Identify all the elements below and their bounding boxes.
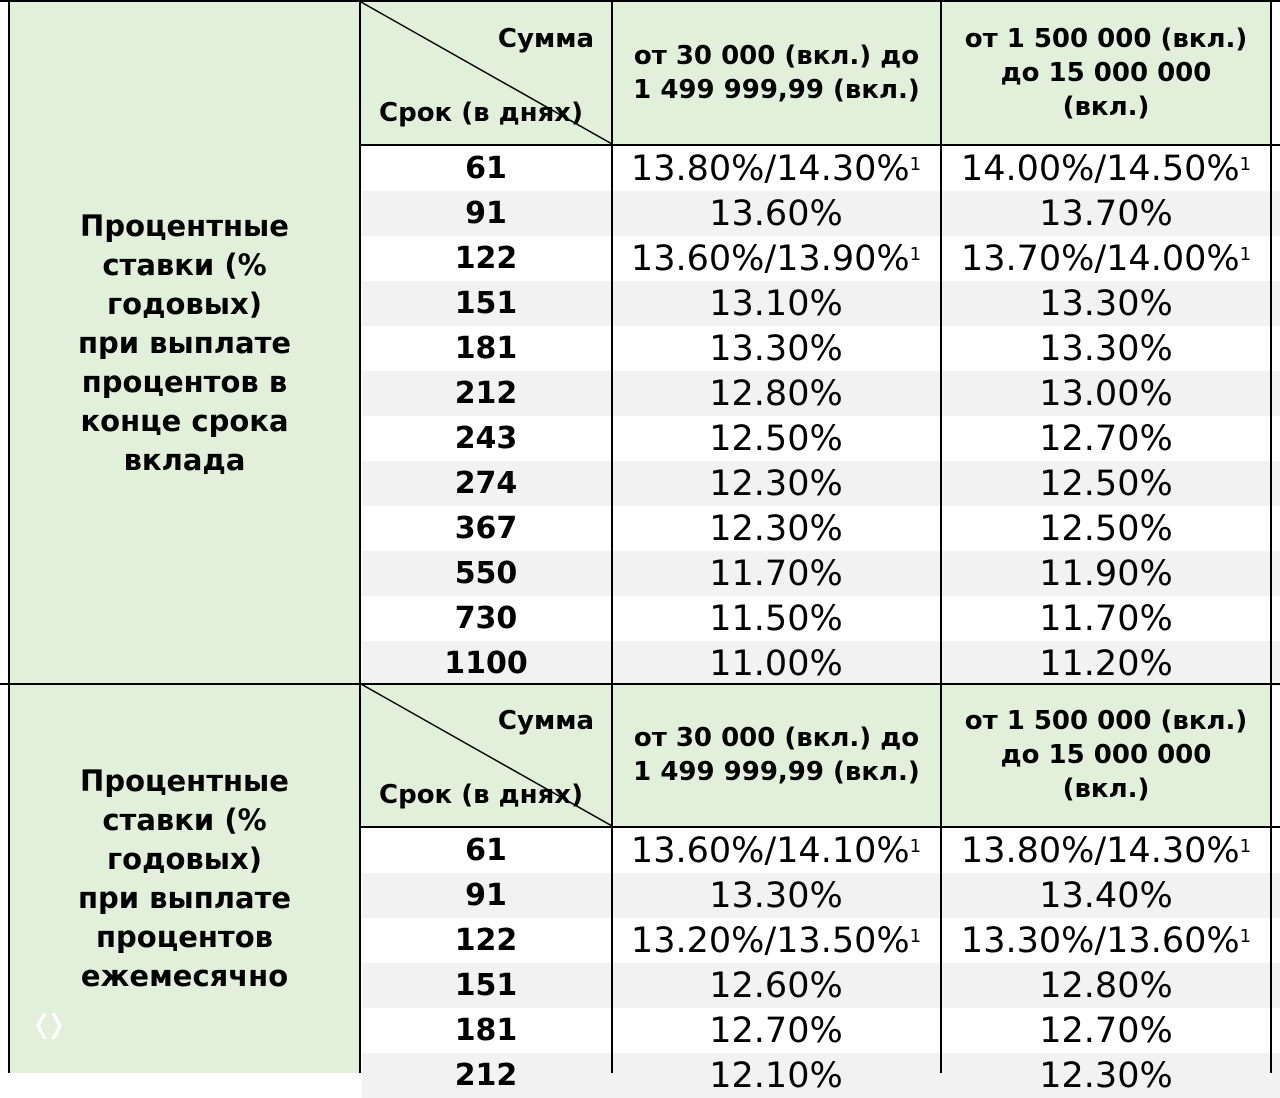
rate-cell: [942, 873, 1270, 918]
rate-cell: [942, 416, 1270, 461]
rate-value: 13.30%/13.60%: [960, 920, 1240, 961]
rate-value: 12.80%: [709, 373, 843, 414]
rate-value: 11.50%: [709, 598, 843, 639]
footnote-mark: 1: [1239, 836, 1252, 857]
border-line: [360, 144, 1280, 146]
table-row: [362, 641, 1280, 686]
amount-header-1-text: [633, 39, 920, 107]
rate-cell: [612, 1053, 940, 1098]
section-label-line: при выплате: [77, 880, 292, 915]
section-label-line: конце срока: [80, 403, 289, 438]
term-days: 91: [465, 196, 507, 231]
rate-value: 13.20%/13.50%: [630, 920, 910, 961]
term-days: 122: [454, 923, 518, 958]
rate-cell: [942, 236, 1270, 281]
rate-value: 13.30%: [1039, 328, 1173, 369]
rate-value: 13.10%: [709, 283, 843, 324]
footnote-mark: 1: [1239, 154, 1252, 175]
border-line: [940, 0, 942, 1073]
rate-value: 11.90%: [1039, 553, 1173, 594]
amount-header-line: до 15 000 000: [1000, 740, 1212, 770]
rate-cell: [612, 596, 940, 641]
rate-value: 11.20%: [1039, 643, 1173, 684]
rate-value: 12.60%: [709, 965, 843, 1006]
amount-header-line: до 15 000 000: [1000, 58, 1212, 88]
section-label: [9, 2, 360, 684]
rate-value: 13.60%: [709, 193, 843, 234]
rate-value: 14.00%/14.50%: [960, 148, 1240, 189]
term-days: 91: [465, 878, 507, 913]
rate-value: 13.00%: [1039, 373, 1173, 414]
table-row: [362, 873, 1280, 918]
amount-header-1: [613, 2, 940, 144]
amount-header-line: (вкл.): [1062, 92, 1150, 122]
rate-cell: [612, 191, 940, 236]
rate-cell: [612, 873, 940, 918]
footnote-mark: 1: [1239, 244, 1252, 265]
amount-header-1-text: [633, 721, 920, 789]
rate-cell: [942, 1008, 1270, 1053]
rate-value: 13.60%/13.90%: [630, 238, 910, 279]
corner-term-label: Срок (в днях): [379, 780, 583, 810]
table-row: [362, 918, 1280, 963]
rate-cell: [612, 146, 940, 191]
rate-cell: [942, 371, 1270, 416]
section-label-text: [60, 762, 310, 996]
amount-header-line: от 1 500 000 (вкл.): [964, 24, 1248, 54]
amount-header-line: (вкл.): [1062, 774, 1150, 804]
border-line: [360, 826, 1280, 828]
section-label-line: процентов: [95, 919, 273, 954]
rate-value: 12.30%: [709, 508, 843, 549]
term-days: 212: [454, 1058, 518, 1093]
rate-cell: [612, 281, 940, 326]
section-label-line: Процентные: [80, 763, 289, 798]
rate-value: 13.30%: [709, 328, 843, 369]
section-label-line: годовых): [107, 286, 262, 321]
rate-cell: [942, 191, 1270, 236]
term-days: 730: [454, 601, 518, 636]
term-days: 122: [454, 241, 518, 276]
rate-value: 13.80%/14.30%: [960, 830, 1240, 871]
rate-value: 12.70%: [1039, 418, 1173, 459]
rate-value: 12.70%: [709, 1010, 843, 1051]
rate-cell: [612, 326, 940, 371]
rate-cell: [612, 828, 940, 873]
amount-header-line: от 30 000 (вкл.) до: [633, 41, 920, 71]
rate-cell: [612, 461, 940, 506]
table-row: [362, 1053, 1280, 1098]
table-row: [362, 551, 1280, 596]
rate-cell: [612, 641, 940, 686]
rate-value: 13.70%/14.00%: [960, 238, 1240, 279]
rate-cell: [942, 461, 1270, 506]
section-label-line: ставки (%: [102, 247, 267, 282]
border-line: [1270, 0, 1272, 1073]
corner-header: [361, 684, 612, 826]
section-label-line: годовых): [107, 841, 262, 876]
rate-cell: [942, 596, 1270, 641]
rate-value: 13.30%: [1039, 283, 1173, 324]
amount-header-line: 1 499 999,99 (вкл.): [633, 75, 920, 105]
rate-value: 12.50%: [1039, 508, 1173, 549]
rate-cell: [942, 918, 1270, 963]
section-label-text: [60, 207, 310, 480]
table-row: [362, 506, 1280, 551]
corner-header: [361, 2, 612, 144]
rate-value: 13.30%: [709, 875, 843, 916]
rate-cell: [942, 146, 1270, 191]
corner-sum-label: Сумма: [497, 24, 594, 54]
section-label-line: при выплате: [77, 325, 292, 360]
rate-value: 11.00%: [709, 643, 843, 684]
section-label-line: Процентные: [80, 208, 289, 243]
term-days: 550: [454, 556, 518, 591]
watermark-logo-icon: [34, 1010, 64, 1042]
rate-cell: [942, 963, 1270, 1008]
corner-sum-label: Сумма: [497, 706, 594, 736]
table-row: [362, 828, 1280, 873]
rate-cell: [612, 416, 940, 461]
footnote-mark: 1: [909, 926, 922, 947]
amount-header-1: [613, 684, 940, 826]
rate-cell: [612, 236, 940, 281]
border-line: [0, 0, 1280, 2]
table-row: [362, 146, 1280, 191]
rate-cell: [942, 326, 1270, 371]
amount-header-2: [942, 2, 1270, 144]
table-row: [362, 191, 1280, 236]
rate-cell: [942, 828, 1270, 873]
rate-value: 12.10%: [709, 1055, 843, 1096]
footnote-mark: 1: [909, 836, 922, 857]
table-row: [362, 416, 1280, 461]
table-row: [362, 1008, 1280, 1053]
rate-cell: [612, 506, 940, 551]
rate-value: 11.70%: [1039, 598, 1173, 639]
table-row: [362, 236, 1280, 281]
rate-value: 13.80%/14.30%: [630, 148, 910, 189]
rate-cell: [942, 281, 1270, 326]
term-days: 61: [465, 833, 507, 868]
rate-value: 12.70%: [1039, 1010, 1173, 1051]
term-days: 367: [454, 511, 518, 546]
rate-value: 12.50%: [1039, 463, 1173, 504]
term-days: 274: [454, 466, 518, 501]
amount-header-2: [942, 684, 1270, 826]
section-label-line: ежемесячно: [80, 958, 289, 993]
term-days: 151: [454, 968, 518, 1003]
term-days: 1100: [444, 646, 528, 681]
table-row: [362, 963, 1280, 1008]
rate-cell: [612, 551, 940, 596]
amount-header-2-text: [965, 704, 1248, 806]
table-row: [362, 461, 1280, 506]
rate-value: 12.30%: [709, 463, 843, 504]
border-line: [8, 0, 10, 1073]
rate-value: 11.70%: [709, 553, 843, 594]
section-label-line: ставки (%: [102, 802, 267, 837]
term-days: 212: [454, 376, 518, 411]
rate-value: 13.60%/14.10%: [630, 830, 910, 871]
border-line: [359, 0, 361, 1073]
border-line: [0, 683, 1280, 685]
amount-header-line: 1 499 999,99 (вкл.): [633, 757, 920, 787]
term-days: 61: [465, 151, 507, 186]
rate-cell: [612, 371, 940, 416]
rate-value: 13.40%: [1039, 875, 1173, 916]
amount-header-2-text: [965, 22, 1248, 124]
corner-term-label: Срок (в днях): [379, 98, 583, 128]
amount-header-line: от 1 500 000 (вкл.): [964, 706, 1248, 736]
footnote-mark: 1: [909, 244, 922, 265]
table-row: [362, 326, 1280, 371]
rate-cell: [612, 918, 940, 963]
rate-cell: [612, 963, 940, 1008]
amount-header-line: от 30 000 (вкл.) до: [633, 723, 920, 753]
term-days: 181: [454, 331, 518, 366]
border-line: [611, 0, 613, 1073]
section-label-line: вклада: [123, 442, 246, 477]
term-days: 243: [454, 421, 518, 456]
rate-value: 13.70%: [1039, 193, 1173, 234]
rate-value: 12.80%: [1039, 965, 1173, 1006]
rate-value: 12.30%: [1039, 1055, 1173, 1096]
rate-cell: [942, 641, 1270, 686]
rate-cell: [942, 1053, 1270, 1098]
table-row: [362, 371, 1280, 416]
rate-cell: [942, 506, 1270, 551]
rate-cell: [612, 1008, 940, 1053]
rate-cell: [942, 551, 1270, 596]
footnote-mark: 1: [1239, 926, 1252, 947]
term-days: 181: [454, 1013, 518, 1048]
footnote-mark: 1: [909, 154, 922, 175]
table-row: [362, 596, 1280, 641]
rate-value: 12.50%: [709, 418, 843, 459]
term-days: 151: [454, 286, 518, 321]
table-row: [362, 281, 1280, 326]
section-label-line: процентов в: [81, 364, 288, 399]
